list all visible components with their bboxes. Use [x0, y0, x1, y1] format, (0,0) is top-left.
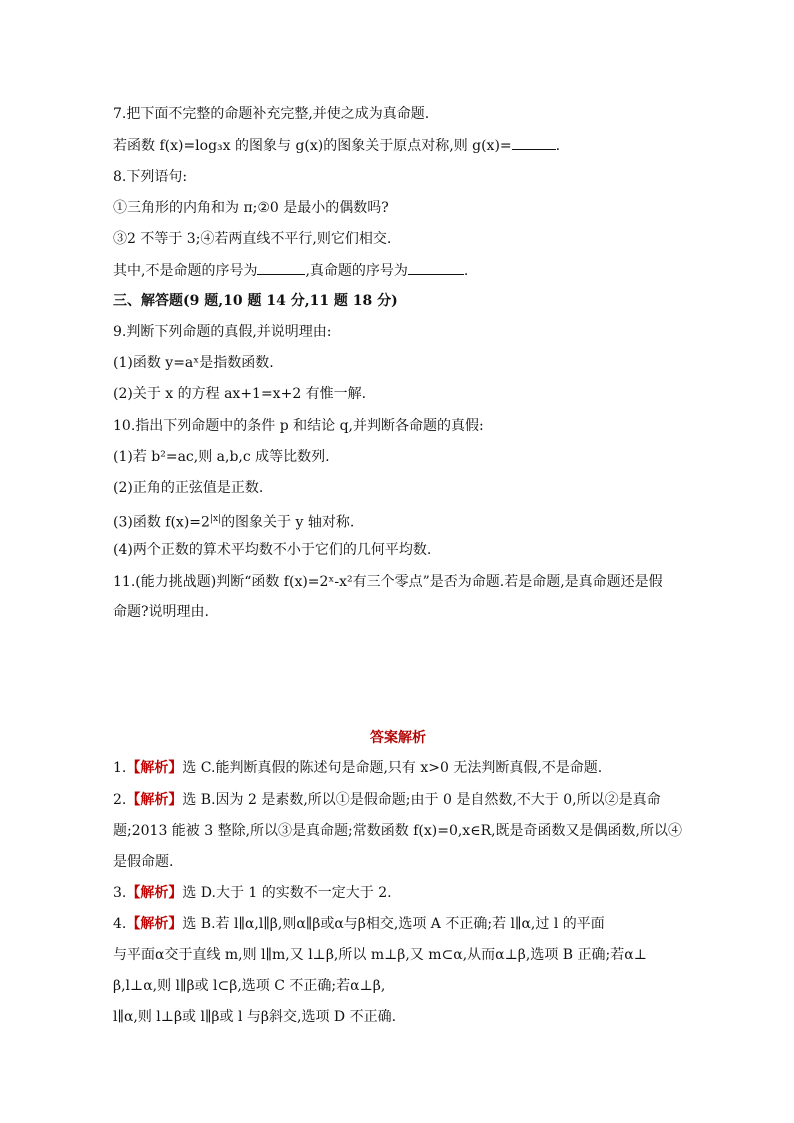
analysis-tag: 【解析】 [126, 885, 183, 901]
q10-line-3: (2)正角的正弦值是正数. [113, 480, 264, 496]
answer-number: 3. [113, 885, 127, 901]
answer-number: 2. [113, 792, 127, 808]
q8-line-1: 8.下列语句: [113, 169, 188, 185]
answer-text: 选 B.因为 2 是素数,所以①是假命题;由于 0 是自然数,不大于 0,所以②是真命 [182, 792, 661, 808]
q7-line-1: 7.把下面不完整的命题补充完整,并使之成为真命题. [113, 106, 430, 122]
q8-text-c: . [463, 263, 469, 279]
answer-blank [408, 260, 464, 275]
answer-4-line-2: 与平面α交于直线 m,则 l∥m,又 l⊥β,所以 m⊥β,又 m⊂α,从而α⊥β,选项 B 正确;若α⊥ [113, 947, 647, 963]
q10-line-2: (1)若 b²=ac,则 a,b,c 成等比数列. [113, 449, 330, 465]
q10-line-5: (4)两个正数的算术平均数不小于它们的几何平均数. [113, 542, 432, 558]
q8-line-4 [113, 260, 468, 281]
answer-title: 答案解析 [370, 730, 426, 746]
q7-end: . [555, 138, 561, 154]
analysis-tag: 【解析】 [126, 916, 183, 932]
q10-line-1: 10.指出下列命题中的条件 p 和结论 q,并判断各命题的真假: [113, 418, 484, 434]
q9-line-3: (2)关于 x 的方程 ax+1=x+2 有惟一解. [113, 386, 367, 402]
answer-text: 选 B.若 l∥α,l∥β,则α∥β或α与β相交,选项 A 不正确;若 l∥α,过 l 的平面 [182, 916, 605, 932]
q9-line-1: 9.判断下列命题的真假,并说明理由: [113, 324, 332, 340]
answer-4-line-4: l∥α,则 l⊥β或 l∥β或 l 与β斜交,选项 D 不正确. [113, 1009, 397, 1025]
answer-blank [512, 135, 556, 150]
q8-line-3: ③2 不等于 3;④若两直线不平行,则它们相交. [113, 231, 392, 247]
q11-line-1: 11.(能力挑战题)判断“函数 f(x)=2ˣ-x²有三个零点”是否为命题.若是命题,是真命题还是假 [113, 574, 663, 590]
answer-text: 选 D.大于 1 的实数不一定大于 2. [182, 885, 392, 901]
q11-line-2: 命题?说明理由. [113, 604, 209, 620]
q10-line-4 [113, 509, 354, 533]
analysis-tag: 【解析】 [126, 760, 183, 776]
q7-text: 若函数 f(x)=log₃x 的图象与 g(x)的图象关于原点对称,则 g(x)= [113, 138, 512, 154]
section-heading: 三、解答题(9 题,10 题 14 分,11 题 18 分) [113, 293, 398, 309]
exponent: |x| [209, 514, 222, 524]
answer-2-line-3: 是假命题. [113, 854, 174, 870]
answer-2-line-2: 题;2013 能被 3 整除,所以③是真命题;常数函数 f(x)=0,x∈R,既是奇函数又是偶函数,所以④ [113, 823, 683, 839]
q10-text-b: 的图象关于 y 轴对称. [221, 514, 355, 531]
answer-4-line-3: β,l⊥α,则 l∥β或 l⊂β,选项 C 不正确;若α⊥β, [113, 978, 386, 994]
answer-1 [113, 758, 602, 778]
answer-2-line-1 [113, 790, 661, 810]
q10-text-a: (3)函数 f(x)=2 [113, 514, 210, 531]
q9-line-2: (1)函数 y=aˣ是指数函数. [113, 355, 274, 371]
answer-3 [113, 883, 392, 903]
analysis-tag: 【解析】 [126, 792, 183, 808]
q8-text-a: 其中,不是命题的序号为 [113, 263, 258, 279]
answer-number: 4. [113, 916, 127, 932]
q8-line-2: ①三角形的内角和为 π;②0 是最小的偶数吗? [113, 200, 389, 216]
answer-number: 1. [113, 760, 127, 776]
answer-text: 选 C.能判断真假的陈述句是命题,只有 x>0 无法判断真假,不是命题. [182, 760, 603, 776]
answer-blank [257, 260, 305, 275]
q7-line-2 [113, 135, 560, 156]
q8-text-b: ,真命题的序号为 [305, 263, 408, 279]
answer-4-line-1 [113, 914, 605, 934]
